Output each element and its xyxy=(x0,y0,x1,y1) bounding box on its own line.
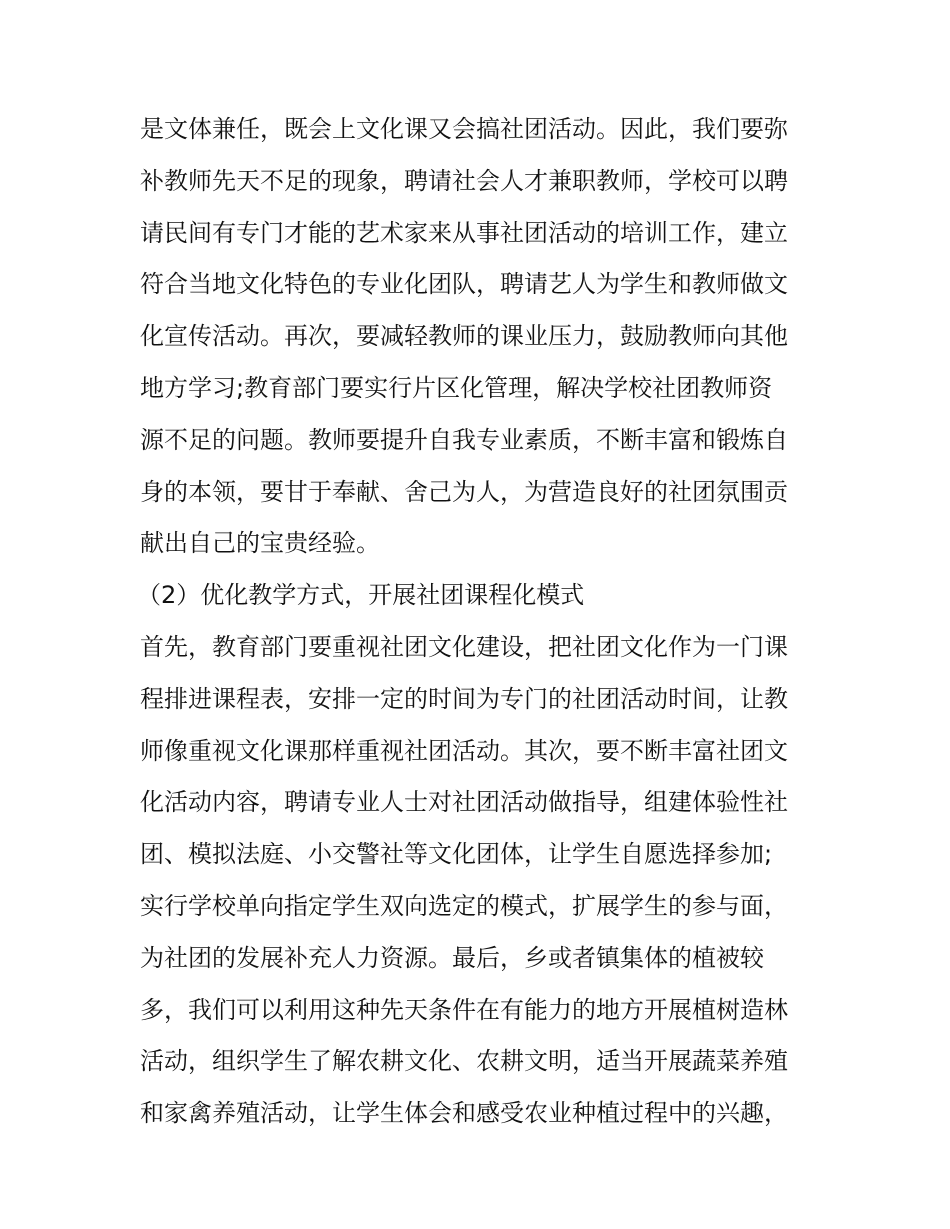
text-line: 地方学习;教育部门要实行片区化管理，解决学校社团教师资 xyxy=(140,373,773,402)
text-line: 首先，教育部门要重视社团文化建设，把社团文化作为一门课 xyxy=(140,632,788,661)
text-line: 源不足的问题。教师要提升自我专业素质，不断丰富和锻炼自 xyxy=(140,425,788,454)
text-line: 程排进课程表，安排一定的时间为专门的社团活动时间，让教 xyxy=(140,684,788,713)
text-line: 献出自己的宝贵经验。 xyxy=(140,529,380,558)
text-line: 活动，组织学生了解农耕文化、农耕文明，适当开展蔬菜养殖 xyxy=(140,1047,788,1076)
text-line: 请民间有专门才能的艺术家来从事社团活动的培训工作，建立 xyxy=(140,218,788,247)
text-line: 是文体兼任，既会上文化课又会搞社团活动。因此，我们要弥 xyxy=(140,115,788,143)
text-line: 和家禽养殖活动，让学生体会和感受农业种植过程中的兴趣， xyxy=(140,1099,788,1128)
text-line: 实行学校单向指定学生双向选定的模式，扩展学生的参与面， xyxy=(140,891,788,920)
body-text xyxy=(137,104,820,1140)
text-line: 为社团的发展补充人力资源。最后，乡或者镇集体的植被较 xyxy=(140,943,764,972)
section-heading: （2）优化教学方式，开展社团课程化模式 xyxy=(137,581,585,610)
text-line: 符合当地文化特色的专业化团队，聘请艺人为学生和教师做文 xyxy=(140,270,788,299)
text-line: 身的本领，要甘于奉献、舍己为人，为营造良好的社团氛围贡 xyxy=(140,477,788,506)
text-line: 多，我们可以利用这种先天条件在有能力的地方开展植树造林 xyxy=(140,995,788,1024)
text-line: 补教师先天不足的现象，聘请社会人才兼职教师，学校可以聘 xyxy=(140,166,788,195)
text-line: 化活动内容，聘请专业人士对社团活动做指导，组建体验性社 xyxy=(140,788,788,817)
text-line: 团、模拟法庭、小交警社等文化团体，让学生自愿选择参加; xyxy=(140,840,773,869)
text-line: 师像重视文化课那样重视社团活动。其次，要不断丰富社团文 xyxy=(140,736,788,765)
text-line: 化宣传活动。再次，要减轻教师的课业压力，鼓励教师向其他 xyxy=(140,322,788,351)
